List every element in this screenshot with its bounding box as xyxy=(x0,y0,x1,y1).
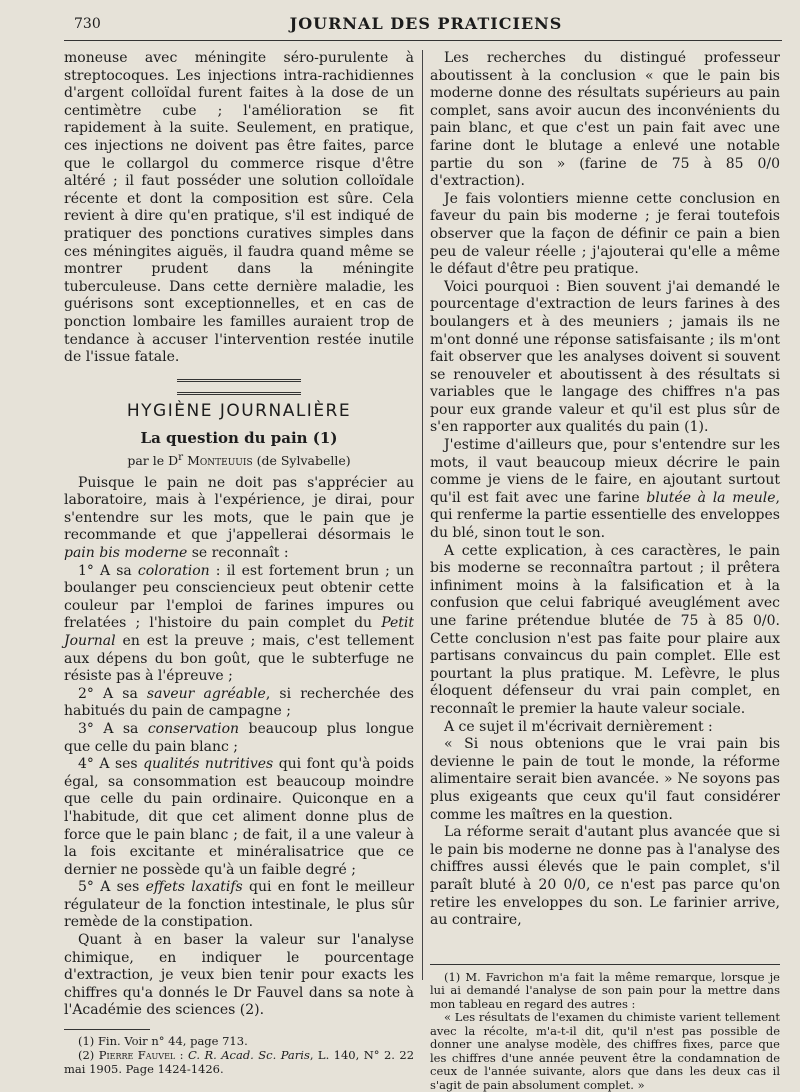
article-title: La question du pain (1) xyxy=(140,429,338,448)
article-byline: par le $D^r$ Monteuuis (de Sylvabelle) xyxy=(127,450,351,469)
footnote-rule xyxy=(430,964,780,965)
paragraph: Je fais volontiers mienne cette conclusion en faveur du pain bis moderne ; je ferai toutefois observer que la façon de définir ce pain a bien peu de valeur réelle ; j'ajouterai qu'elle a même le défaut d'être peu pratique. xyxy=(430,190,780,278)
section-ornament xyxy=(177,379,301,395)
right-column xyxy=(430,50,780,1092)
list-item: 5° A ses effets laxatifs qui en font le meilleur régulateur de la fonction intestinale, le plus sûr remède de la constipation. xyxy=(64,879,415,931)
left-column xyxy=(64,50,414,1076)
list-item: 1° A sa coloration : il est fortement brun ; un boulanger peu consciencieux peut obtenir cette couleur par l'emploi de farines impures ou frelatées ; l'histoire du pain complet du Petit Journal en est la preuve ; mais, c'est tellement aux dépens du bon goût, que le subterfuge ne résiste pas à l'épreuve ; xyxy=(64,562,415,685)
list-item: 2° A sa saveur agréable, si recherchée des habitués du pain de campagne ; xyxy=(64,685,414,720)
page-header xyxy=(70,12,782,36)
paragraph: Voici pourquoi : Bien souvent j'ai demandé le pourcentage d'extraction de leurs farines à des boulangers et à des meuniers ; jamais ils ne m'ont donné une réponse satisfaisante ; ils m'ont fait observer que les analyses doivent si souvent se renouveler et aboutissent à des résultats si variables que le langage des chiffres n'a pas pour eux grande valeur et qu'il est plus sûr de s'en rapporter aux qualités du pain (1). xyxy=(430,278,780,436)
running-title: JOURNAL DES PRATICIENS xyxy=(289,14,563,33)
list-item: 3° A sa conservation beaucoup plus longue que celle du pain blanc ; xyxy=(64,720,415,755)
paragraph: La réforme serait d'autant plus avancée que si le pain bis moderne ne donne pas à l'analyse des chiffres aussi élevés que le pain complet, s'il paraît bluté à 20 0/0, ce n'est pas parce qu'on retire les enveloppes du son. Le farinier arrive, au contraire, xyxy=(430,824,780,929)
paragraph: Puisque le pain ne doit pas s'apprécier au laboratoire, mais à l'expérience, je dirai, pour s'entendre sur les mots, que le pain que je recommande et que j'appellerai désormais le pain bis moderne se reconnaît : xyxy=(64,474,414,561)
header-rule xyxy=(64,40,782,41)
author-name: Monteuuis xyxy=(187,453,253,469)
footnote: (2) Pierre Fauvel : C. R. Acad. Sc. Paris, L. 140, N° 2. 22 mai 1905. Page 1424-1426. xyxy=(64,1048,415,1077)
paragraph: moneuse avec méningite séro-purulente à streptocoques. Les injections intra-rachidiennes d'argent colloïdal furent faites à la dose de un centimètre cube ; l'amélioration se fit rapidement à la suite. Seulement, en pratique, ces injections ne doivent pas être faites, parce que le collargol du commerce risque d'être altéré ; il faut posséder une solution colloïdale récente et dont la composition est sûre. Cela revient à dire qu'en pratique, s'il est indiqué de pratiquer des ponctions curatives simples dans ces méningites aiguës, il faudra quand même se montrer prudent dans la méningite tuberculeuse. Dans cette dernière maladie, les guérisons sont exceptionnelles, et en cas de ponction lombaire les familles auraient trop de tendance à accuser l'intervention restée inutile de l'issue fatale. xyxy=(64,50,414,366)
paragraph: Quant à en baser la valeur sur l'analyse chimique, en indiquer le pourcentage d'extraction, je veux bien tenir pour exacts les chiffres qu'a donnés le Dr Fauvel dans sa note à l'Académie des sciences (2). xyxy=(64,932,414,1019)
footnote: « Les résultats de l'examen du chimiste varient tellement avec la récolte, m'a-t-il dit, qu'il n'est pas possible de donner une analyse modèle, des chiffres fixes, parce que les chiffres d'une année peuvent être la condamnation de ceux de l'année suivante, alors que dans les deux cas il s'agit de pain absolument complet. » xyxy=(430,1010,780,1092)
quotation: « Si nous obtenions que le vrai pain bis devienne le pain de tout le monde, la réforme alimentaire serait bien avancée. » Ne soyons pas plus exigeants que ceux qu'il faut considérer comme les maîtres en la question. xyxy=(430,736,780,823)
paragraph: A cette explication, à ces caractères, le pain bis moderne se reconnaîtra partout ; il prêtera infiniment moins à la falsification et à la confusion que celui fabriqué aveuglément avec une farine prétendue blutée de 75 à 85 0/0. Cette conclusion n'est pas faite pour plaire aux partisans convaincus du pain complet. Elle est pourtant la plus pratique. M. Lefèvre, le plus éloquent défenseur du vrai pain complet, en reconnaît le premier la haute valeur sociale. xyxy=(430,542,780,717)
paragraph: A ce sujet il m'écrivait dernièrement : xyxy=(444,718,713,735)
column-divider xyxy=(422,50,423,980)
page-number: 730 xyxy=(74,16,101,32)
footnote: (1) Fin. Voir n° 44, page 713. xyxy=(78,1034,248,1049)
section-title: HYGIÈNE JOURNALIÈRE xyxy=(126,400,352,421)
footnote-rule xyxy=(64,1029,150,1030)
paragraph: J'estime d'ailleurs que, pour s'entendre sur les mots, il vaut beaucoup mieux décrire le pain comme je viens de le faire, en ajoutant surtout qu'il est fait avec une farine blutée à la meule, qui renferme la partie essentielle des enveloppes du blé, sinon tout le son. xyxy=(430,437,780,542)
paragraph: Les recherches du distingué professeur aboutissent à la conclusion « que le pain bis moderne donne des résultats supérieurs au pain complet, sans avoir aucun des inconvénients du pain blanc, et que c'est un pain fait avec une farine dont le blutage a enlevé une notable partie du son » (farine de 75 à 85 0/0 d'extraction). xyxy=(430,50,780,190)
footnote: (1) M. Favrichon m'a fait la même remarque, lorsque je lui ai demandé l'analyse de son pain pour la mettre dans mon tableau en regard des autres : xyxy=(430,969,780,1011)
list-item: 4° A ses qualités nutritives qui font qu'à poids égal, sa consommation est beaucoup moindre que celle du pain ordinaire. Quiconque en a l'habitude, dit que cet aliment donne plus de force que le pain blanc ; de fait, il a une valeur à la fois excitante et minéralisatrice que ce dernier ne possède qu'à un faible degré ; xyxy=(64,756,414,878)
